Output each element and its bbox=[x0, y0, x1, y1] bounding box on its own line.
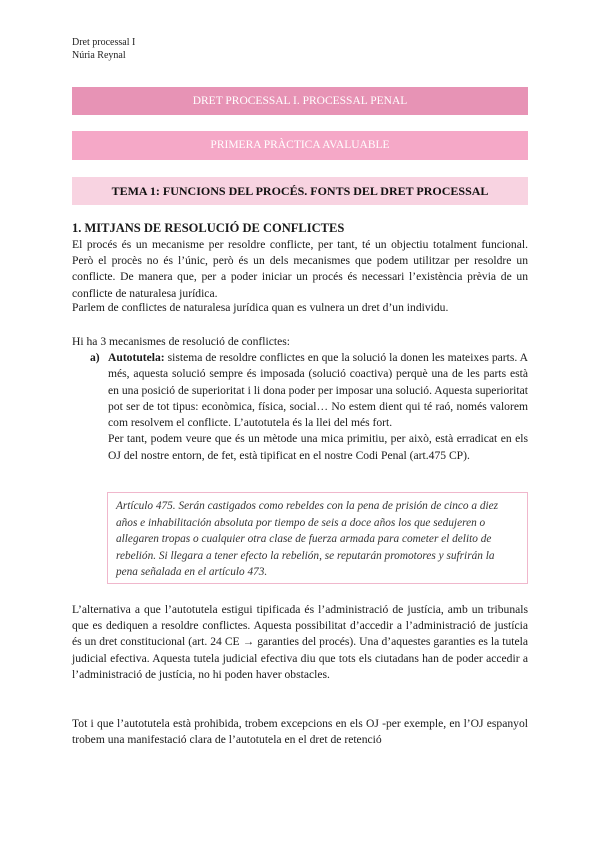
list-term: Autotutela: bbox=[108, 351, 165, 364]
page-header bbox=[72, 36, 135, 62]
legal-quote-box bbox=[107, 492, 528, 584]
paragraph-definition: Parlem de conflictes de naturalesa jurídica quan es vulnera un dret d’un individu. bbox=[72, 301, 449, 314]
list-body bbox=[108, 350, 528, 464]
legal-quote-text: Artículo 475. Serán castigados como rebeldes con la pena de prisión de cinco a diez años e inhabilitación absoluta por tiempo de seis a doce años los que sedujeren o allegaren tropas o cualquier otra clase de fuerza armada para cometer el delito de rebelión. Si llegara a tener efecto la rebelión, se reputarán promotores y sufrirán la pena señalada en el artículo 473. bbox=[116, 500, 499, 579]
list-continuation: Per tant, podem veure que és un mètode una mica primitiu, per això, està erradicat en els OJ del nostre entorn, de fet, està tipificat en el nostre Codi Penal (art.475 CP). bbox=[108, 432, 528, 462]
paragraph-alternative: L’alternativa a que l’autotutela estigui tipificada és l’administració de justícia, amb un tribunals que es dediquen a resoldre conflictes. Aquesta possibilitat d’accedir a l’administració de justícia és un dret constitucional (art. 24 CE → garanties del procés). Una d’aquestes garanties es la tutela judicial efectiva. Aquesta tutela judicial efectiva diu que tots els ciutadans han de poder accedir a l’administració de justícia, no hi poden haver obstacles. bbox=[72, 603, 528, 681]
course-banner: DRET PROCESSAL I. PROCESSAL PENAL bbox=[72, 87, 528, 115]
paragraph-intro: El procés és un mecanisme per resoldre conflicte, per tant, té un objectiu totalment funcional. Però el procès no és l’únic, però és un dels mecanismes que podem utilitzar per resoldre un conflicte. De manera que, per a poder iniciar un procés és necessari l’existència prèvia de un conflicte de naturalesa jurídica. bbox=[72, 238, 528, 300]
list-definition: sistema de resoldre conflictes en que la solució la donen les mateixes parts. A més, aquesta solució sempre és imposada (solució coactiva) perquè una de les parts està en una posició de superioritat i li dona poder per imposar una solució. Aquesta superioritat pot ser de tot tipus: econòmica, física, social… No estem dient qui té raó, només valorem com resolvem el conflicte. L’autotutela és la llei del més fort. bbox=[108, 351, 528, 430]
section-title: 1. MITJANS DE RESOLUCIÓ DE CONFLICTES bbox=[72, 221, 345, 235]
header-course: Dret processal I bbox=[72, 37, 136, 48]
header-author: Núria Reynal bbox=[72, 50, 126, 61]
list-marker: a) bbox=[90, 351, 100, 364]
paragraph-list-intro: Hi ha 3 mecanismes de resolució de conflictes: bbox=[72, 335, 290, 348]
paragraph-exceptions: Tot i que l’autotutela està prohibida, trobem excepcions en els OJ -per exemple, en l’OJ espanyol trobem una manifestació clara de l’autotutela en el dret de retenció bbox=[72, 717, 528, 747]
practice-banner: PRIMERA PRÀCTICA AVALUABLE bbox=[72, 131, 528, 160]
topic-banner: TEMA 1: FUNCIONS DEL PROCÉS. FONTS DEL DRET PROCESSAL bbox=[72, 177, 528, 205]
